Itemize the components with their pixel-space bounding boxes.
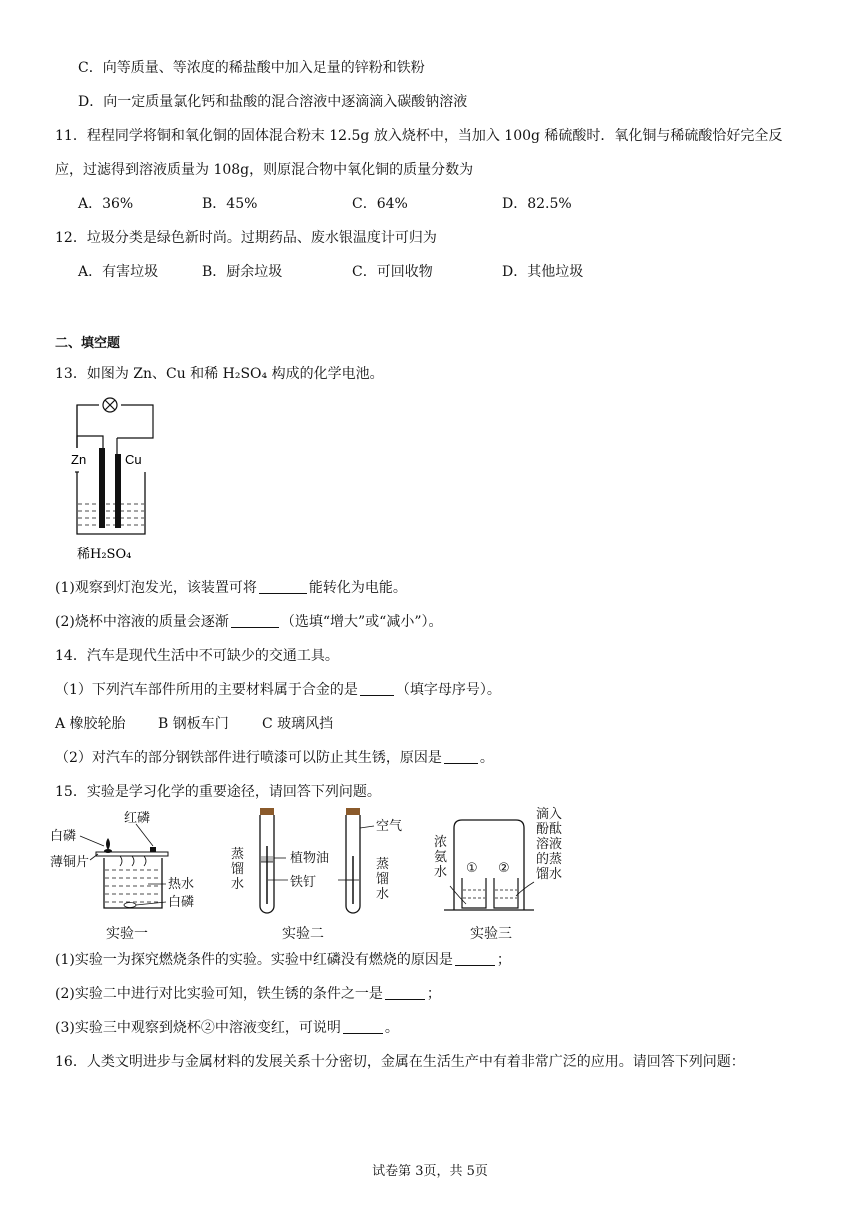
q15-part3 — [55, 1018, 399, 1038]
q13-part1-text-a: (1)观察到灯泡发光，该装置可将 — [55, 580, 257, 596]
acid-label: 稀H₂SO₄ — [77, 547, 132, 562]
flame-icon — [106, 838, 110, 850]
q14-part1 — [55, 680, 501, 700]
page-footer: 试卷第 3页，共 5页 — [372, 1164, 488, 1179]
q12-option-c: C．可回收物 — [352, 264, 433, 280]
q10-option-c: C．向等质量、等浓度的稀盐酸中加入足量的锌粉和铁粉 — [78, 60, 425, 76]
experiment-2 — [231, 808, 402, 942]
q14-stem: 14．汽车是现代生活中不可缺少的交通工具。 — [55, 648, 339, 664]
q13-stem: 13．如图为 Zn、Cu 和稀 H₂SO₄ 构成的化学电池。 — [55, 366, 384, 382]
q15-part2-text-b: ； — [426, 986, 441, 1002]
copper-label: 薄铜片 — [50, 855, 90, 870]
tube-2-stopper — [346, 808, 360, 815]
section-title-fill-in: 二、填空题 — [55, 336, 121, 351]
q11-option-b: B．45% — [202, 196, 258, 212]
q13-part2-text-a: (2)烧杯中溶液的质量会逐渐 — [55, 614, 229, 630]
tube-1-stopper — [260, 808, 274, 815]
acid-solution — [78, 504, 144, 533]
bell-jar — [454, 820, 524, 910]
beaker-2-label: ② — [498, 861, 510, 876]
answer-blank[interactable] — [385, 985, 425, 1000]
exp2-caption: 实验二 — [282, 926, 324, 942]
q13-part1-text-b: 能转化为电能。 — [308, 580, 407, 596]
q14-part2-text-b: 。 — [479, 750, 494, 766]
q12-option-d: D．其他垃圾 — [502, 264, 584, 280]
experiment-3 — [434, 807, 562, 942]
answer-blank[interactable] — [231, 613, 279, 628]
exp3-caption: 实验三 — [470, 926, 512, 942]
answer-blank[interactable] — [444, 749, 478, 764]
white-p-label-top: 白磷 — [50, 829, 77, 844]
q10-option-d: D．向一定质量氯化钙和盐酸的混合溶液中逐滴滴入碳酸钠溶液 — [78, 94, 468, 110]
red-p-label: 红磷 — [124, 811, 151, 826]
q15-experiments-figure — [50, 806, 590, 946]
zn-label: Zn — [71, 452, 87, 467]
q11-option-c: C．64% — [352, 196, 408, 212]
q15-part1 — [55, 950, 511, 970]
beaker-1-label: ① — [466, 861, 478, 876]
q12-stem: 12．垃圾分类是绿色新时尚。过期药品、废水银温度计可归为 — [55, 230, 437, 246]
q15-part3-text-a: (3)实验三中观察到烧杯②中溶液变红，可说明 — [55, 1020, 341, 1036]
q13-part2 — [55, 612, 442, 632]
q14-choice-c: C 玻璃风挡 — [262, 716, 334, 732]
q13-part2-text-b: （选填“增大”或“减小”）。 — [280, 614, 443, 630]
answer-blank[interactable] — [343, 1019, 383, 1034]
q12-option-a: A．有害垃圾 — [78, 264, 159, 280]
q15-part2-text-a: (2)实验二中进行对比实验可知，铁生锈的条件之一是 — [55, 986, 383, 1002]
q13-part1 — [55, 578, 407, 598]
cu-label: Cu — [125, 452, 142, 467]
ammonia-label: 浓氨水 — [434, 835, 448, 880]
exp1-caption: 实验一 — [106, 926, 148, 942]
q15-part3-text-b: 。 — [384, 1020, 399, 1036]
hot-water-label: 热水 — [168, 877, 195, 892]
cu-electrode — [115, 454, 121, 528]
white-p-label-bottom: 白磷 — [168, 895, 195, 910]
q14-choice-a: A 橡胶轮胎 — [55, 716, 126, 732]
answer-blank[interactable] — [360, 681, 394, 696]
q15-part1-text-b: ； — [496, 952, 511, 968]
q11-option-a: A．36% — [78, 196, 134, 212]
q11-option-d: D．82.5% — [502, 196, 572, 212]
air-label: 空气 — [376, 819, 403, 834]
q14-part2 — [55, 748, 494, 768]
answer-blank[interactable] — [259, 579, 307, 594]
water-label-1: 蒸馏水 — [231, 847, 245, 892]
phenolphthalein-water-label: 滴入酚酞溶液的蒸馏水 — [536, 807, 563, 882]
answer-blank[interactable] — [455, 951, 495, 966]
q15-part2 — [55, 984, 441, 1004]
q15-stem: 15．实验是学习化学的重要途径，请回答下列问题。 — [55, 784, 381, 800]
q15-part1-text-a: (1)实验一为探究燃烧条件的实验。实验中红磷没有燃烧的原因是 — [55, 952, 453, 968]
q14-part2-text-a: （2）对汽车的部分钢铁部件进行喷漆可以防止其生锈，原因是 — [55, 750, 442, 766]
q13-battery-figure — [55, 396, 165, 568]
q16-stem: 16．人类文明进步与金属材料的发展关系十分密切，金属在生活生产中有着非常广泛的应用。请回答下列问题： — [55, 1054, 745, 1070]
q14-part1-text-a: （1）下列汽车部件所用的主要材料属于合金的是 — [55, 682, 358, 698]
zn-electrode — [99, 448, 105, 528]
q14-choice-b: B 钢板车门 — [158, 716, 229, 732]
water-label-2: 蒸馏水 — [376, 857, 390, 902]
q11-stem-line1: 11．程程同学将铜和氧化铜的固体混合粉末 12.5g 放入烧杯中，当加入 100g 稀硫酸时．氧化铜与稀硫酸恰好完全反 — [55, 128, 783, 144]
experiment-1 — [50, 810, 194, 942]
q11-stem-line2: 应，过滤得到溶液质量为 108g，则原混合物中氧化铜的质量分数为 — [55, 162, 474, 178]
nail-label: 铁钉 — [290, 875, 317, 890]
q14-part1-text-b: （填字母序号）。 — [395, 682, 501, 698]
q12-option-b: B．厨余垃圾 — [202, 264, 283, 280]
oil-label: 植物油 — [290, 851, 330, 866]
white-phosphorus-bottom — [124, 903, 136, 908]
